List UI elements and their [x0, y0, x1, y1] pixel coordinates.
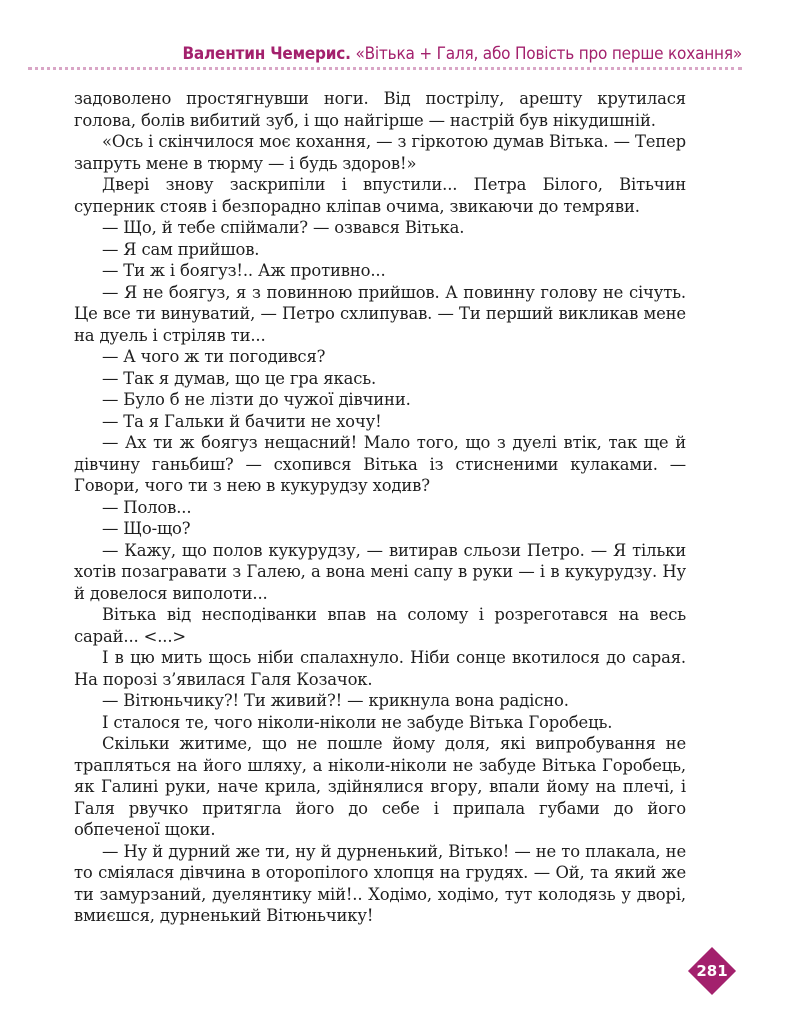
header-title: «Вітька + Галя, або Повість про перше кохання»	[355, 44, 742, 64]
paragraph: — Та я Гальки й бачити не хочу!	[102, 411, 382, 431]
paragraph: — Ах ти ж боягуз нещасний! Мало того, що з дуелі втік, так ще й дівчину ганьбиш? — схопився Вітька із стисненими кулаками. — Говори, чого ти з нею в кукурудзу ходив?	[74, 433, 686, 495]
paragraph: І в цю мить щось ніби спалахнуло. Ніби сонце вкотилося до сарая. На порозі з’явилася Галя Козачок.	[74, 648, 686, 689]
paragraph: — Вітюньчику?! Ти живий?! — крикнула вона радісно.	[102, 691, 569, 710]
paragraph: — Я сам прийшов.	[102, 239, 260, 259]
page-number: 281	[696, 962, 728, 980]
header-author: Валентин Чемерис.	[182, 44, 351, 64]
paragraph: — Що-що?	[102, 519, 191, 538]
paragraph: Двері знову заскрипіли і впустили... Петра Білого, Вітьчин суперник стояв і безпорадно кліпав очима, звикаючи до темряви.	[74, 175, 686, 216]
paragraph: — Полов...	[102, 497, 192, 517]
paragraph: Скільки житиме, що не пошле йому доля, які випробування не трапляться на його шляху, а ніколи-ніколи не забуде Вітька Горобець, як Галині руки, наче крила, здійнялися вгору, впали йому на плечі, і Галя рвучко притягла його до себе і припала губами до його обпеченої щоки.	[74, 734, 686, 839]
story-text	[74, 88, 686, 927]
paragraph: Вітька від несподіванки впав на солому і розреготався на весь сарай... <...>	[74, 605, 686, 646]
paragraph: — Я не боягуз, я з повинною прийшов. А повинну голову не січуть. Це все ти винуватий, — Петро схлипував. — Ти перший викликав мене на дуель і стріляв ти...	[74, 282, 686, 345]
page-number-badge	[686, 945, 738, 997]
paragraph: задоволено простягнувши ноги. Від пострілу, арешту крутилася голова, болів вибитий зуб, і що найгірше — настрій був нікудишній.	[74, 89, 686, 130]
paragraph: — Ти ж і боягуз!.. Аж противно...	[102, 261, 386, 280]
header-divider	[28, 67, 742, 70]
paragraph: — Так я думав, що це гра якась.	[102, 368, 377, 388]
paragraph: «Ось і скінчилося моє кохання, — з гіркотою думав Вітька. — Тепер запруть мене в тюрму — і будь здоров!»	[74, 132, 686, 173]
paragraph: — Кажу, що полов кукурудзу, — витирав сльози Петро. — Я тільки хотів позагравати з Галею, а вона мені сапу в руки — і в кукурудзу. Ну й довелося виполоти...	[74, 540, 686, 603]
paragraph: І сталося те, чого ніколи-ніколи не забуде Вітька Горобець.	[102, 712, 613, 732]
paragraph: — Ну й дурний же ти, ну й дурненький, Вітько! — не то плакала, не то сміялася дівчина в оторопілого хлопця на грудях. — Ой, та який же ти замурзаний, дуелянтику мій!.. Ходімо, ходімо, тут колодязь у дворі, вмиєшся, дурненький Вітюньчику!	[74, 841, 686, 925]
paragraph: — Що, й тебе спіймали? — озвався Вітька.	[102, 218, 465, 237]
paragraph: — А чого ж ти погодився?	[102, 347, 326, 366]
paragraph: — Було б не лізти до чужої дівчини.	[102, 390, 411, 409]
running-header	[182, 44, 742, 64]
